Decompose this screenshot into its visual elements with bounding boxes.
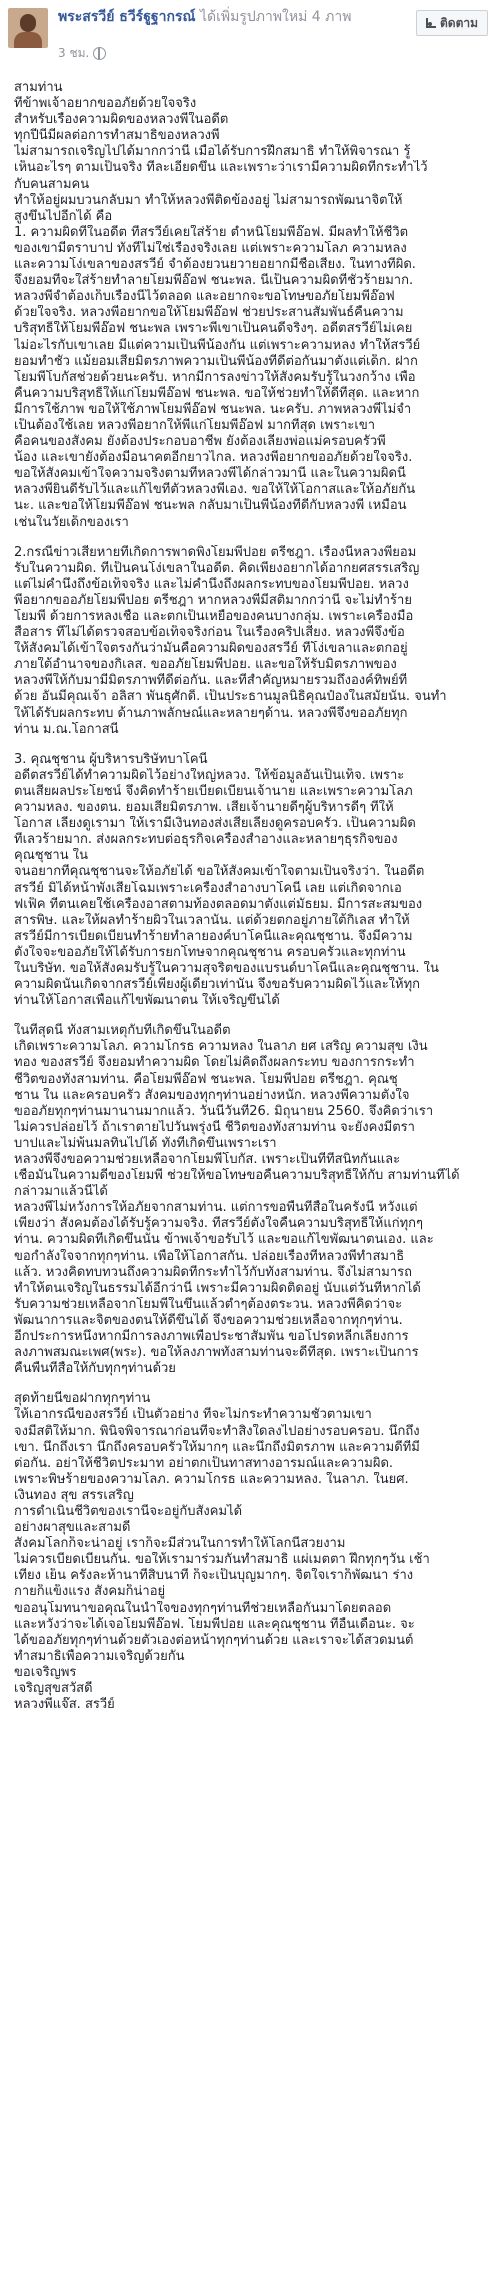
- text-line: อย่างผาสุขและสามดี: [14, 1520, 131, 1536]
- text-line: คือคนของสังคม ยังต้องประกอบอาชีพ ยังต้องเลี้ยงพ่อแม่ครอบครัวพี่: [14, 434, 386, 450]
- text-line: ยอมทำชั่ว แม้ยอมเสียมิตรภาพความเป็นพี่น้องที่ดีต่อกันมาตั้งแต่เด็ก. ฝาก: [14, 353, 418, 369]
- text-line: หลวงพี่ไม่หวังการให้อภัยจากสามท่าน. แต่การขอพื้นที่สื่อในครั้งนี้ หวังแต่: [14, 1200, 418, 1216]
- text-line: บริสุทธิ์ให้โยมพี่อ๊อฟ ชนะพล เพราะพี่เขาเป็นคนดีจริงๆ. อดีตสรวีย์ไม่เคย: [14, 321, 413, 337]
- author-name[interactable]: พระสรวีย์ ธวีร์ฐูฐากรณ์: [58, 9, 196, 25]
- text-line: ด้วย อันมีคุณเจ้า อลิสา พันธุศักดิ์. เป็นประธานมูลนิธิคุณป๋องในสมัยนั้น. จนทำ: [14, 689, 447, 705]
- text-line: หลวงพี่ยินดีรับไว้และแก้ไขที่ตัวหลวงพี่เอง. ขอให้ให้โอกาสและให้อภัยกัน: [14, 482, 416, 498]
- text-line: 2.กรณีข่าวเสียหายที่เกิดการพาดพิงโยมพี่ปอย ตรีชฎา. เรื่องนี้หลวงพี่ยอม: [14, 544, 417, 560]
- text-line: ภายใต้อำนาจของกิเลส. ขออภัยโยมพี่ปอย. และขอให้รับมิตรภาพของ: [14, 657, 397, 673]
- text-line: รับในความผิด. ที่เป็นคนโง่เขลาในอดีต. คิดเพียงอยากได้อากยศสรรเสริญ: [14, 560, 420, 576]
- text-line: ทอง ของสรวีย์ จึงยอมทำความผิด โดยไม่คิดถึงผลกระทบ ของการกระทำ: [14, 1055, 415, 1071]
- text-line: สามท่าน: [14, 80, 63, 95]
- text-line: มีการใช้ภาพ ขอให้ใช้ภาพโยมพี่อ๊อฟ ชนะพล. นะครับ. ภาพหลวงพี่ไม่จำ: [14, 401, 412, 417]
- text-line: เจริญสุขสวัสดี: [14, 1681, 93, 1696]
- text-line: สารพิษ. และให้ผลทำร้ายผิวในเวลานั้น. แต่ด้วยตกอยู่ภายใต้กิเลส ทำให้: [14, 912, 410, 928]
- text-line: สื่อสาร ที่ไม่ได้ตรวจสอบข้อเท็จจริงก่อน ในเรื่องคริปเสียง. หลวงพี่จึงข้อ: [14, 625, 405, 641]
- text-line: อีกประการหนึ่งหากมีการลงภาพเพื่อประชาสัมพัน ขอโปรดหลีกเลี่ยงการ: [14, 1329, 409, 1345]
- text-line: กล่าวมาแล้วนี้ได้: [14, 1184, 108, 1200]
- post-timestamp[interactable]: 3 ชม.: [58, 46, 90, 60]
- text-line: ท่าน ม.ณ.โอกาสนี้: [14, 721, 119, 737]
- text-line: ให้เอากรณีของสรวีย์ เป็นตัวอย่าง ที่จะไม่กระทำความชั่วตามเขา: [14, 1407, 372, 1423]
- text-line: เขา. นึกถึงเรา นึกถึงครอบครัวให้มากๆ และนึกถึงมิตรภาพ และความดีที่มี: [14, 1439, 420, 1455]
- text-line: โอกาส เลี้ยงดูเรามา ให้เรามีเงินทองส่งเสียเลี้ยงดูครอบครัว. เป็นความผิด: [14, 816, 416, 832]
- text-line: ไม่อะไรกับเขาเลย มีแต่ความเป็นพี่น้องกัน แต่เพราะความหลง ทำให้สรวีย์: [14, 337, 421, 353]
- text-line: ได้ขออภัยทุกๆท่านด้วยตัวเองต่อหน้าทุกๆท่านด้วย และเราจะได้สวดมนต์: [14, 1632, 414, 1648]
- follow-label: ติดตาม: [439, 15, 479, 30]
- text-line: เพียงว่า สังคมต้องได้รับรู้ความจริง. ที่สรวีย์ตั้งใจคืนความบริสุทธิ์ให้แก่ทุกๆ: [14, 1216, 423, 1232]
- text-line: การดำเนินชีวิตของเรานี้จะอยู่กับสังคมได้: [14, 1503, 243, 1519]
- text-line: ด้วยใจจริง. หลวงพี่อยากขอให้โยมพี่อ๊อฟ ช่วยประสานสัมพันธ์คืนความ: [14, 305, 404, 321]
- text-line: โยมพี่ ด้วยการหลงเชื่อ และตกเป็นเหยื่อของคนบางกลุ่ม. เพราะเครื่องมือ: [14, 609, 414, 624]
- rss-icon: [426, 18, 436, 28]
- text-line: ขอให้สังคมเข้าใจความจริงตามที่หลวงพี่ได้กล่าวมานี้ และในความผิดนี้: [14, 466, 406, 482]
- text-line: โยมพี่โบกัสช่วยด้วยนะครับ. หากมีการลงข่าวให้สังคมรับรู้ในวงกว้าง เพื่อ: [14, 369, 416, 385]
- post-title-line: [58, 8, 358, 26]
- text-line: ขอเจริญพร: [14, 1664, 77, 1680]
- text-line: สูงขึ้นไปอีกได้ คือ: [14, 208, 113, 224]
- avatar-head: [20, 14, 36, 32]
- text-line: ให้ได้รับผลกระทบ ด้านภาพลักษณ์และหลายๆด้าน. หลวงพี่จึงขออภัยทุก: [14, 705, 408, 721]
- text-line: ทำสมาธิเพื่อความเจริญด้วยกัน: [14, 1648, 185, 1664]
- avatar-body: [14, 32, 42, 48]
- text-line: เพราะพิษร้ายของความโลภ. ความโกรธ และความหลง. ในลาภ. ในยศ.: [14, 1471, 409, 1487]
- text-line: เที่ยง เย็น ครั้งละห้านาทีสิบนาที ก็จะเป็นบุญมากๆ. จิตใจเราก็พัฒนา ร่าง: [14, 1568, 414, 1584]
- text-line: ขออนุโมทนาขอคุณในน้ำใจของทุกๆท่านที่ช่วยเหลือกันมาโดยตลอด: [14, 1600, 392, 1616]
- text-line: กายก็แข็งแรง สังคมก็น่าอยู่: [14, 1584, 166, 1600]
- text-line: เกิดเพราะความโลภ. ความโกรธ ความหลง ในลาภ ยศ เสริญ ความสุข เงิน: [14, 1039, 428, 1055]
- post-paragraph: [14, 545, 492, 738]
- text-line: 3. คุณชุชาน ผู้บริหารบริษัทบาโคนี่: [14, 751, 208, 767]
- text-line: หลวงพี่จำต้องเก็บเรื่องนี้ไว้ตลอด และอยากจะขอโทษขอภัยโยมพี่อ๊อฟ: [14, 289, 395, 305]
- text-line: ความผิดนั้นเกิดจากสรวีย์เพียงผู้เดียวเท่านั้น จึงขอรับความผิดไว้และให้ทุก: [14, 977, 421, 993]
- text-line: ท่าน. ความผิดที่เกิดขึ้นนั้น ข้าพเจ้าขอรับไว้ และขอแก้ไขพัฒนาตนเอง. และ: [14, 1232, 434, 1248]
- text-line: เชื่อมั่นในความดีของโยมพี่ ช่วยให้ขอโทษขอคืนความบริสุทธิ์ให้กับ สามท่านที่ได้: [14, 1168, 460, 1184]
- globe-icon[interactable]: [93, 47, 106, 60]
- text-line: ลงภาพสมณะเพศ(พระ). ขอให้ลงภาพทั้งสามท่านจะดีที่สุด. เพราะเป็นการ: [14, 1345, 419, 1361]
- text-line: สรวีย์ มิได้หน้าพังเสียโฉมเพราะเครื่องสำอางบาโคนี่ เลย แต่เกิดจากเอ: [14, 880, 402, 896]
- text-line: 1. ความผิดที่ในอดีต ที่สรวีย์เคยใส่ร้าย ตำหนิโยมพี่อ๊อฟ. มีผลทำให้ชีวิต: [14, 224, 409, 240]
- text-line: สรวีย์มีการเบียดเบียนทำร้ายทำลายองค์บาโคนี่และคุณชุชาน. จึงมีความ: [14, 928, 413, 944]
- post-paragraph: [14, 752, 492, 1010]
- text-line: ทุกปีนี้มีผลต่อการทำสมาธิของหลวงพี่: [14, 128, 220, 144]
- text-line: อดีตสรวีย์ได้ทำความผิดไว้อย่างใหญ่หลวง. ให้ข้อมูลอันเป็นเท็จ. เพราะ: [14, 767, 405, 783]
- text-line: จึงยอมที่จะใส่ร้ายทำลายโยมพี่อ๊อฟ ชนะพล. นี่เป็นความผิดที่ชั่วร้ายมาก.: [14, 273, 414, 289]
- text-line: จงมีสติให้มาก. พินิจพิจารณาก่อนที่จะทำสิ่งใดลงไปอย่างรอบครอบ. นึกถึง: [14, 1423, 420, 1439]
- follow-button[interactable]: [416, 10, 488, 36]
- text-line: ไม่ควรเบียดเบียนกัน. ขอให้เรามาร่วมกันทำสมาธิ แผ่เมตตา ฝึกทุกๆวัน เช้า: [14, 1552, 430, 1568]
- post-header: [0, 0, 502, 78]
- text-line: ความหลง. ของตน. ยอมเสียมิตรภาพ. เสียเจ้านายดีๆผู้บริหารดีๆ ที่ให้: [14, 800, 394, 816]
- text-line: แล้ว. หวงคิดทบทวนถึงความผิดที่กระทำไว้กับทั้งสามท่าน. จึงไม่สามารถ: [14, 1264, 412, 1280]
- text-line: ท่านให้โอกาสเพื่อแก้ไขพัฒนาตน ให้เจริญขึ้นได้: [14, 993, 280, 1009]
- text-line: ต่อกัน. อย่าให้ชีวิตประมาท อย่าตกเป็นทาสทางอารมณ์และความผิด.: [14, 1455, 394, 1471]
- text-line: ไม่สามารถเจริญไปได้มากกว่านี้ เมื่อได้รับการฝึกสมาธิ ทำให้พิจารณา รู้: [14, 144, 411, 160]
- text-line: ที่ข้าพเจ้าอยากขออภัยด้วยใจจริง: [14, 96, 197, 112]
- post-paragraph: [14, 1023, 492, 1377]
- text-line: พัฒนาการและจิตของตนให้ดีขึ้นได้ จึงขอความช่วยเหลือจากทุกๆท่าน.: [14, 1312, 403, 1328]
- text-line: และความโง่เขลาของสรวีย์ จำต้องยวนยวายอยากมีชื่อเสียง. ในทางที่ผิด.: [14, 257, 416, 273]
- post-action-text: ได้เพิ่มรูปภาพใหม่ 4 ภาพ: [199, 9, 352, 25]
- text-line: ขอกำลังใจจากทุกๆท่าน. เพื่อให้โอกาสกัน. ปล่อยเรื่องที่หลวงพี่ทำสมาธิ: [14, 1248, 405, 1264]
- text-line: หลวงพี่ให้กับมามีมิตรภาพที่ดีต่อกัน. และที่สำคัญหมายรวมถึงองค์ทิพย์ที่: [14, 673, 408, 689]
- text-line: ในบริษัท. ขอให้สังคมรับรู้ในความสุจริตของแบรนด์บาโคนี่และคุณชุชาน. ใน: [14, 960, 439, 976]
- text-line: ชาน ใน และครอบครัว สังคมของทุกๆท่านอย่างหนัก. หลวงพี่ความตั้งใจ: [14, 1087, 410, 1103]
- text-line: ในที่สุดนี้ ทั้งสามเหตุกับที่เกิดขึ้นในอดีต: [14, 1023, 231, 1039]
- text-line: เป็นต้องใช้เลย หลวงพี่อยากให้พี่แก่โยมพี่อ๊อฟ มากที่สุด เพราะเขา: [14, 417, 376, 433]
- text-line: เงินทอง สุข สรรเสริญ: [14, 1487, 134, 1503]
- text-line: คุณชุชาน ใน: [14, 848, 88, 864]
- text-line: พี่อยากขออภัยโยมพี่ปอย ตรีชฎา หากหลวงพี่มีสติมากกว่านี้ จะไม่ทำร้าย: [14, 592, 412, 608]
- text-line: คืนความบริสุทธิ์ให้แก่โยมพี่อ๊อฟ ชนะพล. ขอให้ช่วยทำให้ดีที่สุด. และหาก: [14, 385, 420, 401]
- post-meta: [58, 44, 106, 63]
- text-line: ตั้งใจจะขออภัยให้ได้รับการยกโทษจากคุณชุชาน ครอบครัวและทุกท่าน: [14, 944, 406, 960]
- text-line: ทำให้ตนเจริญในธรรมได้อีกว่านี้ เพราะมีความผิดติดอยู่ นับแต่วันที่หากได้: [14, 1280, 421, 1296]
- text-line: ทำให้อยู่ผมบวนกลับมา ทำให้หลวงพี่ติดข้องอยู่ ไม่สามารถพัฒนาจิตให้: [14, 192, 403, 208]
- text-line: สังคมโลกก็จะน่าอยู่ เราก็จะมีส่วนในการทำให้โลกนี้สวยงาม: [14, 1536, 346, 1552]
- text-line: เช่นในวัยเด็กของเรา: [14, 514, 129, 530]
- post-body: [14, 80, 492, 1727]
- text-line: หลวงพี่จึงขอความช่วยเหลือจากโยมพี่โบกัส. เพราะเป็นที่ที่สนิทกันและ: [14, 1152, 401, 1167]
- text-line: น้อง และเขายังต้องมีอนาคตอีกยาวไกล. หลวงพี่อยากขออภัยด้วยใจจริง.: [14, 450, 413, 466]
- post-paragraph: [14, 1391, 492, 1713]
- text-line: สำหรับเรื่องความผิดของหลวงพี่ในอดีต: [14, 112, 229, 128]
- text-line: คืนพื้นที่สื่อให้กับทุกๆท่านด้วย: [14, 1361, 176, 1377]
- avatar[interactable]: [8, 8, 48, 48]
- text-line: ชีวิตของทั้งสามท่าน. คือโยมพี่อ๊อฟ ชนะพล. โยมพี่ปอย ตรีชฎา. คุณชุ: [14, 1071, 398, 1087]
- text-line: หลวงพี่แจ๊ส. สรวีย์: [14, 1697, 115, 1713]
- text-line: ของเขามีตราบาป ทั้งที่ไม่ใช่เรื่องจริงเลย แต่เพราะความโลภ ความหลง: [14, 240, 407, 256]
- text-line: กับคนสามคน: [14, 176, 90, 192]
- text-line: ให้สังคมได้เข้าใจตรงกันว่ามันคือความผิดของสรวีย์ ที่โง่เขลาและตกอยู่: [14, 641, 408, 657]
- text-line: ตนเสียผลประโยชน์ จึงคิดทำร้ายเบียดเบียนเจ้านาย และเพราะความโลภ: [14, 783, 413, 799]
- text-line: แต่ไม่คำนึงถึงข้อเท็จจริง และไม่คำนึงถึงผลกระทบของโยมพี่ปอย. หลวง: [14, 576, 409, 592]
- text-line: นะ. และขอให้โยมพี่อ๊อฟ ชนะพล กลับมาเป็นพี่น้องที่ดีกับหลวงพี่ เหมือน: [14, 498, 407, 514]
- text-line: ไม่ควรปล่อยไว้ ถ้าเราตายไปวันพรุ่งนี้ ชีวิตของทั้งสามท่าน จะยังคงมีตรา: [14, 1119, 415, 1135]
- text-line: ขออภัยทุกๆท่านมานานมากแล้ว. วันนี้วันที่26. มิถุนายน 2560. จึงคิดว่าเรา: [14, 1103, 434, 1119]
- text-line: รับความช่วยเหลือจากโยมพี่ในขึ้นแล้วต่ำๆต้องตระวน. หลวงพี่คิดว่าจะ: [14, 1296, 403, 1312]
- text-line: และหวังว่าจะได้เจอโยมพี่อ๊อฟ. โยมพี่ปอย และคุณชุชาน ที่อื่นเดือนะ. จะ: [14, 1616, 415, 1632]
- text-line: ฟเฟ็ค ที่ตนเคยใช้เครื่องอาสตามท้องตลอดมาตั้งแต่มัธยม. มีการสะสมของ: [14, 896, 423, 912]
- text-line: ที่เลวร้ายมาก. ส่งผลกระทบต่อธุรกิจเครื่องสำอางและหลายๆธุรกิจของ: [14, 832, 398, 848]
- text-line: สุดท้ายนี้ขอฝากทุกๆท่าน: [14, 1391, 151, 1407]
- text-line: บาปและไม่พ้นมลทินไปได้ ทั้งที่เกิดขึ้นเพราะเรา: [14, 1135, 277, 1151]
- text-line: เห็นอะไรๆ ตามเป็นจริง ที่ละเอียดขึ้น และเพราะว่าเรามีความผิดที่กระทำไว้: [14, 160, 428, 176]
- text-line: จนอยากที่คุณชุชานจะให้อภัยได้ ขอให้สังคมเข้าใจตามเป็นจริงว่า. ในอดีต: [14, 864, 425, 880]
- post-paragraph: [14, 80, 492, 531]
